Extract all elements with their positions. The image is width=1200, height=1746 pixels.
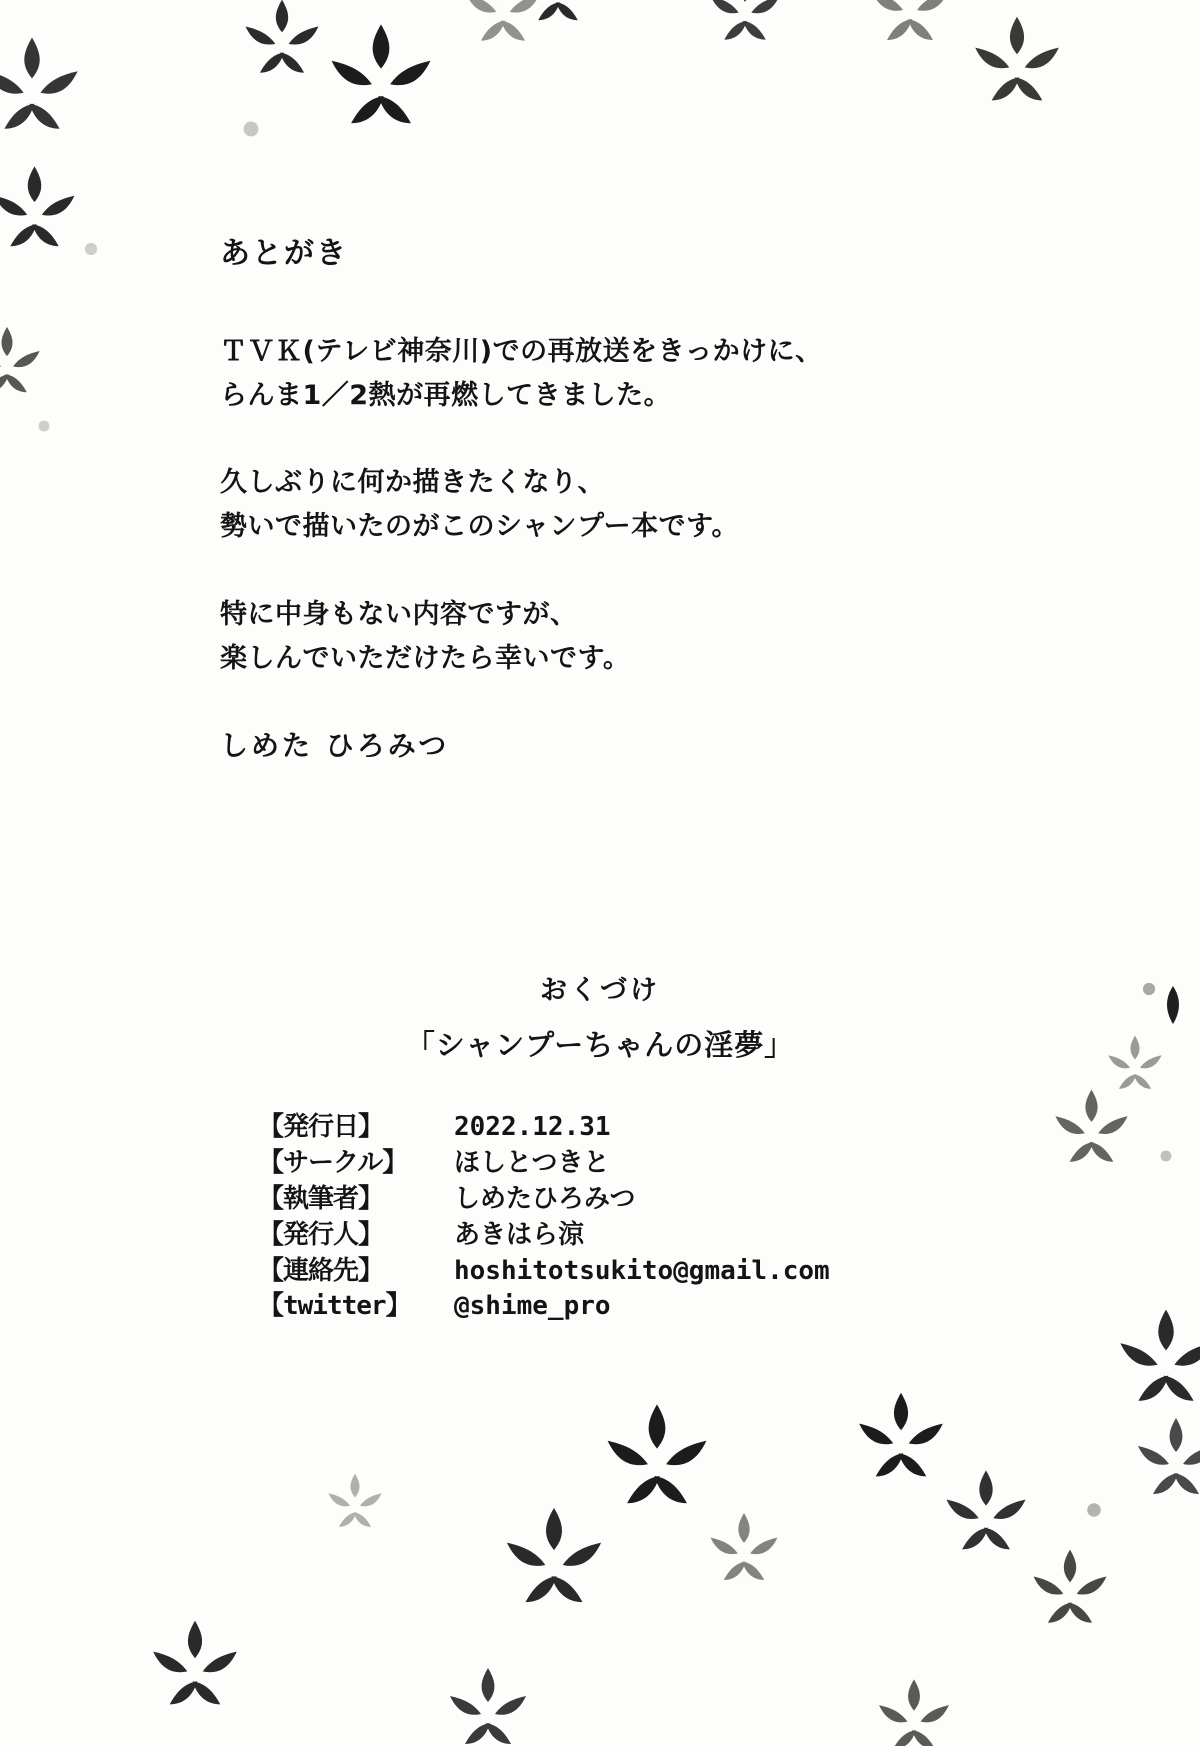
sakura-petal-icon	[1158, 1148, 1174, 1164]
sakura-blossom-icon	[234, 0, 330, 88]
work-title: 「シャンプーちゃんの淫夢」	[405, 1028, 795, 1062]
credit-value-twitter: @shime_pro	[454, 1291, 611, 1322]
sakura-blossom-icon	[1022, 1542, 1118, 1638]
credit-row	[258, 1289, 830, 1325]
afterword-line: 楽しんでいただけたら幸いです。	[220, 642, 631, 674]
sakura-blossom-icon	[700, 0, 790, 54]
credit-key: 【サークル】	[258, 1147, 408, 1178]
sakura-petal-icon	[1084, 1500, 1104, 1520]
sakura-blossom-icon	[492, 1498, 616, 1622]
sakura-blossom-icon	[455, 0, 551, 56]
sakura-blossom-icon	[1126, 1410, 1200, 1510]
credit-row	[258, 1182, 830, 1218]
colophon-heading: おくづけ	[540, 975, 660, 1006]
sakura-petal-icon	[240, 118, 262, 140]
author-signature: しめた ひろみつ	[220, 729, 450, 763]
credit-key: 【発行人】	[258, 1219, 384, 1250]
afterword-paragraph-1	[220, 330, 980, 417]
sakura-blossom-icon	[700, 1506, 788, 1594]
credit-row	[258, 1110, 830, 1146]
credit-row	[258, 1218, 830, 1254]
sakura-petal-icon	[36, 418, 52, 434]
sakura-petal-icon	[82, 240, 100, 258]
afterword-paragraph-3	[220, 593, 980, 680]
credit-value: ほしとつきと	[454, 1147, 610, 1178]
credit-value: しめたひろみつ	[454, 1183, 636, 1214]
sakura-blossom-icon	[934, 1462, 1038, 1566]
sakura-blossom-icon	[316, 14, 446, 144]
credit-key: 【twitter】	[258, 1291, 411, 1322]
sakura-blossom-icon	[962, 8, 1072, 118]
sakura-blossom-icon	[860, 0, 960, 56]
afterword-heading: あとがき	[220, 236, 348, 271]
credit-key: 【執筆者】	[258, 1183, 384, 1214]
sakura-blossom-icon	[846, 1384, 956, 1494]
sakura-blossom-icon	[320, 1468, 390, 1538]
colophon-credits-table	[258, 1110, 830, 1325]
afterword-section	[220, 228, 980, 764]
credit-row	[258, 1254, 830, 1290]
afterword-line: ＴＶＫ(テレビ神奈川)での再放送をきっかけに、	[220, 336, 823, 367]
credit-key: 【発行日】	[258, 1112, 384, 1142]
sakura-blossom-icon	[0, 320, 50, 406]
sakura-blossom-icon	[515, 0, 601, 34]
afterword-line: らんま1／2熱が再燃してきました。	[220, 379, 672, 411]
credit-value: 2022.12.31	[454, 1112, 611, 1142]
sakura-blossom-icon	[592, 1394, 722, 1524]
afterword-line: 特に中身もない内容ですが、	[220, 598, 578, 630]
afterword-paragraph-2	[220, 461, 980, 548]
credit-value: あきはら涼	[454, 1219, 585, 1250]
sakura-blossom-icon	[1106, 1300, 1200, 1420]
sakura-blossom-icon	[438, 1660, 538, 1746]
sakura-blossom-icon	[0, 158, 87, 263]
sakura-blossom-icon	[1044, 1082, 1139, 1177]
sakura-blossom-icon	[868, 1672, 960, 1746]
afterword-line: 勢いで描いたのがこのシャンプー本です。	[220, 511, 739, 543]
sakura-blossom-icon	[140, 1612, 250, 1722]
credit-key: 【連絡先】	[258, 1255, 384, 1286]
credit-value-email: hoshitotsukito@gmail.com	[454, 1255, 830, 1286]
colophon-section	[0, 968, 1200, 1064]
afterword-line: 久しぶりに何か描きたくなり、	[220, 467, 605, 499]
sakura-blossom-icon	[0, 28, 92, 148]
credit-row	[258, 1146, 830, 1182]
